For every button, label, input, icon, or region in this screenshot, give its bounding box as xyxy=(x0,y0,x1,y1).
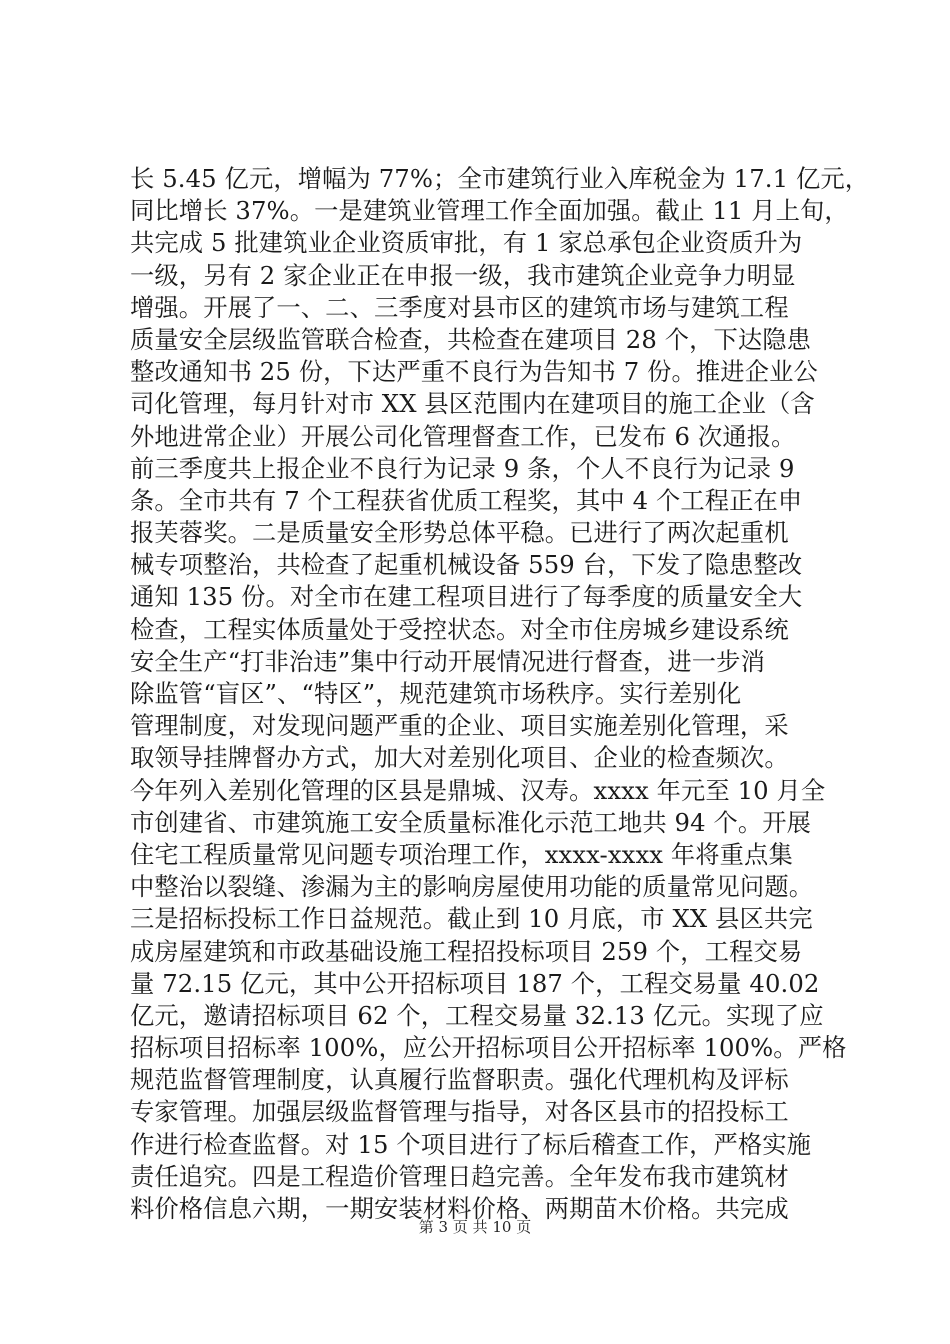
text-line: 中整治以裂缝、渗漏为主的影响房屋使用功能的质量常见问题。 xyxy=(130,872,814,902)
text-line: 通知 135 份。对全市在建工程项目进行了每季度的质量安全大 xyxy=(130,582,803,612)
text-line: 条。全市共有 7 个工程获省优质工程奖，其中 4 个工程正在申 xyxy=(130,485,803,515)
text-line: 增强。开展了一、二、三季度对县市区的建筑市场与建筑工程 xyxy=(130,292,789,322)
text-line: 整改通知书 25 份，下达严重不良行为告知书 7 份。推进企业公 xyxy=(130,357,818,387)
text-line: 规范监督管理制度，认真履行监督职责。强化代理机构及评标 xyxy=(130,1065,789,1095)
text-line: 取领导挂牌督办方式，加大对差别化项目、企业的检查频次。 xyxy=(130,743,789,773)
text-line: 共完成 5 批建筑业企业资质审批，有 1 家总承包企业资质升为 xyxy=(130,228,803,258)
text-line: 作进行检查监督。对 15 个项目进行了标后稽查工作，严格实施 xyxy=(130,1129,812,1159)
text-line: 械专项整治，共检查了起重机械设备 559 台，下发了隐患整改 xyxy=(130,550,803,580)
text-line: 成房屋建筑和市政基础设施工程招投标项目 259 个，工程交易 xyxy=(130,936,803,966)
text-line: 报芙蓉奖。二是质量安全形势总体平稳。已进行了两次起重机 xyxy=(130,518,789,548)
text-line: 一级，另有 2 家企业正在申报一级，我市建筑企业竞争力明显 xyxy=(130,260,796,290)
text-line: 前三季度共上报企业不良行为记录 9 条，个人不良行为记录 9 xyxy=(130,453,795,483)
text-line: 质量安全层级监管联合检查，共检查在建项目 28 个，下达隐患 xyxy=(130,324,812,354)
text-line: 专家管理。加强层级监督管理与指导，对各区县市的招投标工 xyxy=(130,1097,789,1127)
text-line: 量 72.15 亿元，其中公开招标项目 187 个，工程交易量 40.02 xyxy=(130,968,820,998)
text-line: 司化管理，每月针对市 XX 县区范围内在建项目的施工企业（含 xyxy=(130,389,815,419)
text-line: 亿元，邀请招标项目 62 个，工程交易量 32.13 亿元。实现了应 xyxy=(130,1000,824,1030)
text-line: 三是招标投标工作日益规范。截止到 10 月底，市 XX 县区共完 xyxy=(130,904,813,934)
text-line: 长 5.45 亿元，增幅为 77%；全市建筑行业入库税金为 17.1 亿元， xyxy=(130,164,870,193)
text-line: 住宅工程质量常见问题专项治理工作，xxxx-xxxx 年将重点集 xyxy=(130,839,793,869)
text-line: 检查，工程实体质量处于受控状态。对全市住房城乡建设系统 xyxy=(130,614,789,644)
text-line: 责任追究。四是工程造价管理日趋完善。全年发布我市建筑材 xyxy=(130,1161,789,1191)
text-line: 同比增长 37%。一是建筑业管理工作全面加强。截止 11 月上旬， xyxy=(130,196,849,226)
page-number-footer: 第 3 页 共 10 页 xyxy=(418,1218,532,1236)
body-paragraph xyxy=(130,163,870,1225)
text-line: 今年列入差别化管理的区县是鼎城、汉寿。xxxx 年元至 10 月全 xyxy=(130,775,826,805)
text-line: 料价格信息六期，一期安装材料价格、两期苗木价格。共完成 xyxy=(130,1194,789,1223)
text-line: 外地进常企业）开展公司化管理督查工作，已发布 6 次通报。 xyxy=(130,421,796,451)
text-line: 招标项目招标率 100%，应公开招标项目公开招标率 100%。严格 xyxy=(130,1033,847,1063)
text-line: 安全生产“打非治违”集中行动开展情况进行督查，进一步消 xyxy=(130,646,765,676)
text-line: 管理制度，对发现问题严重的企业、项目实施差别化管理，采 xyxy=(130,711,789,741)
text-line: 除监管“盲区”、“特区”，规范建筑市场秩序。实行差别化 xyxy=(130,679,742,708)
text-line: 市创建省、市建筑施工安全质量标准化示范工地共 94 个。开展 xyxy=(130,807,812,837)
